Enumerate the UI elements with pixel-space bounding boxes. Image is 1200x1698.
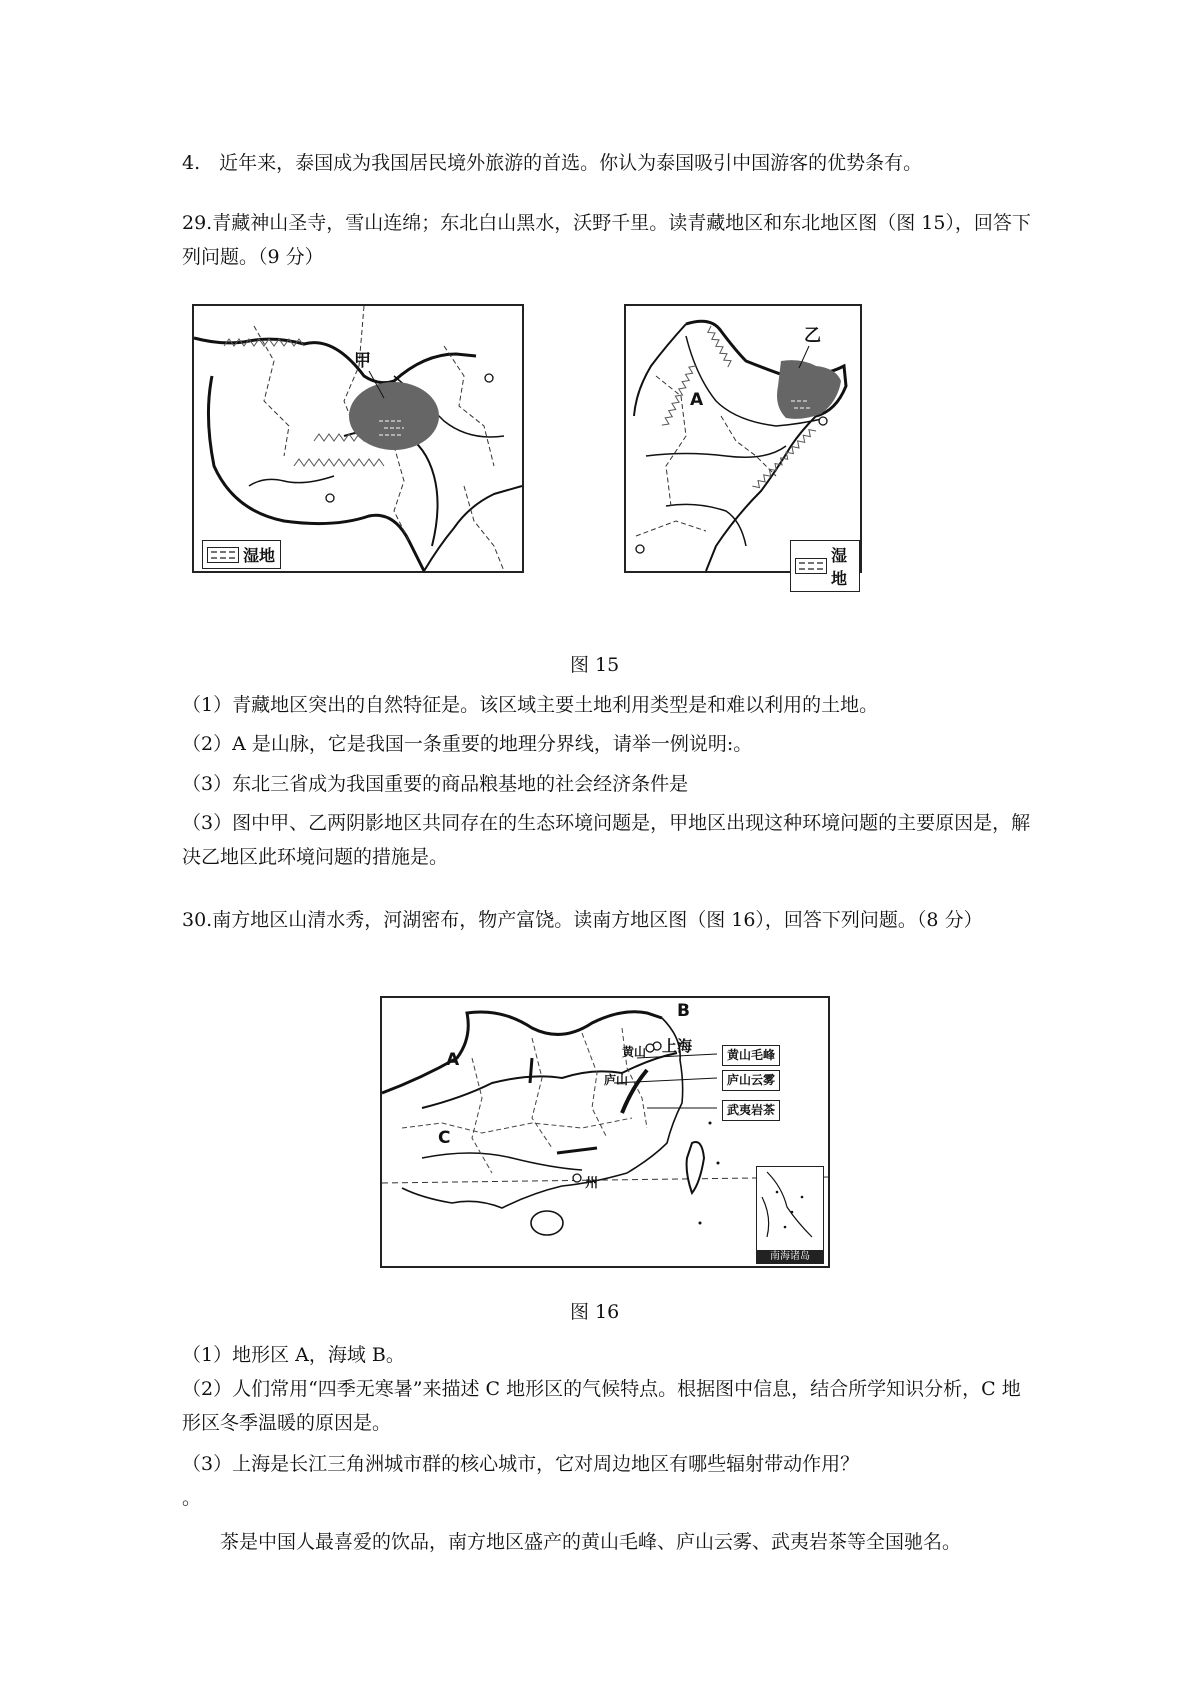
question-29-sub3: （3）东北三省成为我国重要的商品粮基地的社会经济条件是 [182,773,689,795]
label-huangshan: 黄山 [622,1045,647,1059]
label-lushan: 庐山 [604,1073,629,1087]
wetland-symbol-icon [207,547,239,563]
wetland-legend-text: 湿地 [243,546,276,565]
label-yi: 乙 [804,326,821,346]
tea-paragraph: 茶是中国人最喜爱的饮品，南方地区盛产的黄山毛峰、庐山云雾、武夷岩茶等全国驰名。 [220,1531,962,1553]
northeast-china-map [624,304,862,588]
qinghai-tibet-map-drawing [194,306,522,571]
figure-16-caption: 图 16 [570,1301,620,1323]
south-china-sea-inset [756,1166,824,1264]
qinghai-tibet-map [192,304,524,573]
label-jia: 甲 [354,351,371,371]
inset-islands-drawing [757,1167,823,1251]
question-29-sub4: （3）图中甲、乙两阴影地区共同存在的生态环境问题是，甲地区出现这种环境问题的主要原因是，解决乙地区此环境问题的措施是。 [182,812,1031,868]
label-c-region: C [438,1128,451,1148]
tea-label-huangshan-maofeng: 黄山毛峰 [722,1045,780,1066]
label-shanghai: 上海 [662,1037,693,1055]
wetland-legend-right [790,540,860,592]
question-30-sub3: （3）上海是长江三角洲城市群的核心城市，它对周边地区有哪些辐射带动作用？ [182,1453,860,1475]
question-4-text: 4. 近年来，泰国成为我国居民境外旅游的首选。你认为泰国吸引中国游客的优势条有。 [182,152,923,174]
inset-label: 南海诸岛 [757,1250,823,1263]
label-guangzhou: 州 [585,1176,599,1191]
label-a-region: A [446,1050,460,1070]
wetland-legend-left [202,540,281,569]
wetland-symbol-icon [795,558,827,574]
question-29-intro: 29.青藏神山圣寺，雪山连绵；东北白山黑水，沃野千里。读青藏地区和东北地区图（图 15），回答下列问题。（9 分） [182,212,1031,268]
question-30-intro: 30.南方地区山清水秀，河湖密布，物产富饶。读南方地区图（图 16），回答下列问题。（8 分） [182,909,983,931]
northeast-china-map-drawing [626,306,860,571]
label-b-sea: B [677,1001,690,1021]
question-30-sub3-end: 。 [182,1487,202,1509]
question-29-sub1: （1）青藏地区突出的自然特征是。该区域主要土地利用类型是和难以利用的土地。 [182,694,879,716]
tea-label-wuyi-yancha: 武夷岩茶 [722,1100,780,1121]
wetland-legend-text: 湿地 [831,546,848,588]
tea-label-lushan-yunwu: 庐山云雾 [722,1070,780,1091]
question-29-sub2: （2）A 是山脉，它是我国一条重要的地理分界线，请举一例说明:。 [182,733,753,755]
label-a-mountain: A [690,390,704,410]
figure-15-caption: 图 15 [570,654,620,676]
question-30-sub2: （2）人们常用“四季无寒暑”来描述 C 地形区的气候特点。根据图中信息，结合所学知识分析，C 地形区冬季温暖的原因是。 [182,1378,1021,1434]
question-30-sub1: （1）地形区 A，海域 B。 [182,1344,405,1366]
south-china-map [380,996,830,1268]
